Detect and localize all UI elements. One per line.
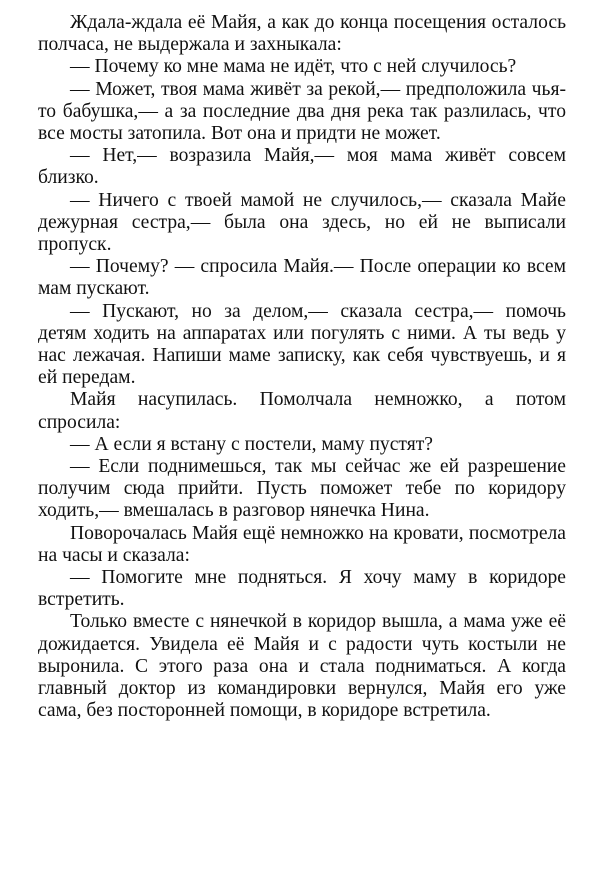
book-page bbox=[38, 12, 566, 723]
paragraph-13: Только вместе с нянечкой в коридор вышла, а мама уже её дожидается. Увидела её Майя и с радости чуть костыли не выронила. С этого раза она и стала подниматься. А когда главный доктор из командировки вернулся, Майя его уже сама, без посторонней помощи, в коридоре встретила. bbox=[38, 611, 566, 722]
paragraph-12: — Помогите мне подняться. Я хочу маму в коридоре встретить. bbox=[38, 567, 566, 611]
paragraph-1: Ждала-ждала её Майя, а как до конца посещения осталось полчаса, не выдержала и захныкала: bbox=[38, 12, 566, 56]
paragraph-3: — Может, твоя мама живёт за рекой,— предположила чья-то бабушка,— а за последние два дня река так разлилась, что все мосты затопила. Вот она и придти не может. bbox=[38, 78, 566, 145]
paragraph-4: — Нет,— возразила Майя,— моя мама живёт совсем близко. bbox=[38, 145, 566, 189]
paragraph-5: — Ничего с твоей мамой не случилось,— сказала Майе дежурная сестра,— была она здесь, но ей не выписали пропуск. bbox=[38, 189, 566, 256]
paragraph-7: — Пускают, но за делом,— сказала сестра,— помочь детям ходить на аппаратах или погулять с ними. А ты ведь у нас лежачая. Напиши маме записку, как себя чувствуешь, и я ей передам. bbox=[38, 300, 566, 389]
paragraph-11: Поворочалась Майя ещё немножко на кровати, посмотрела на часы и сказала: bbox=[38, 522, 566, 566]
paragraph-9: — А если я встану с постели, маму пустят? bbox=[70, 433, 434, 455]
paragraph-6: — Почему? — спросила Майя.— После операции ко всем мам пускают. bbox=[38, 256, 566, 300]
paragraph-10: — Если поднимешься, так мы сейчас же ей разрешение получим сюда прийти. Пусть поможет тебе по коридору ходить,— вмешалась в разговор нянечка Нина. bbox=[38, 456, 566, 522]
paragraph-8: Майя насупилась. Помолчала немножко, а потом спросила: bbox=[38, 389, 566, 433]
paragraph-2: — Почему ко мне мама не идёт, что с ней случилось? bbox=[70, 56, 517, 78]
